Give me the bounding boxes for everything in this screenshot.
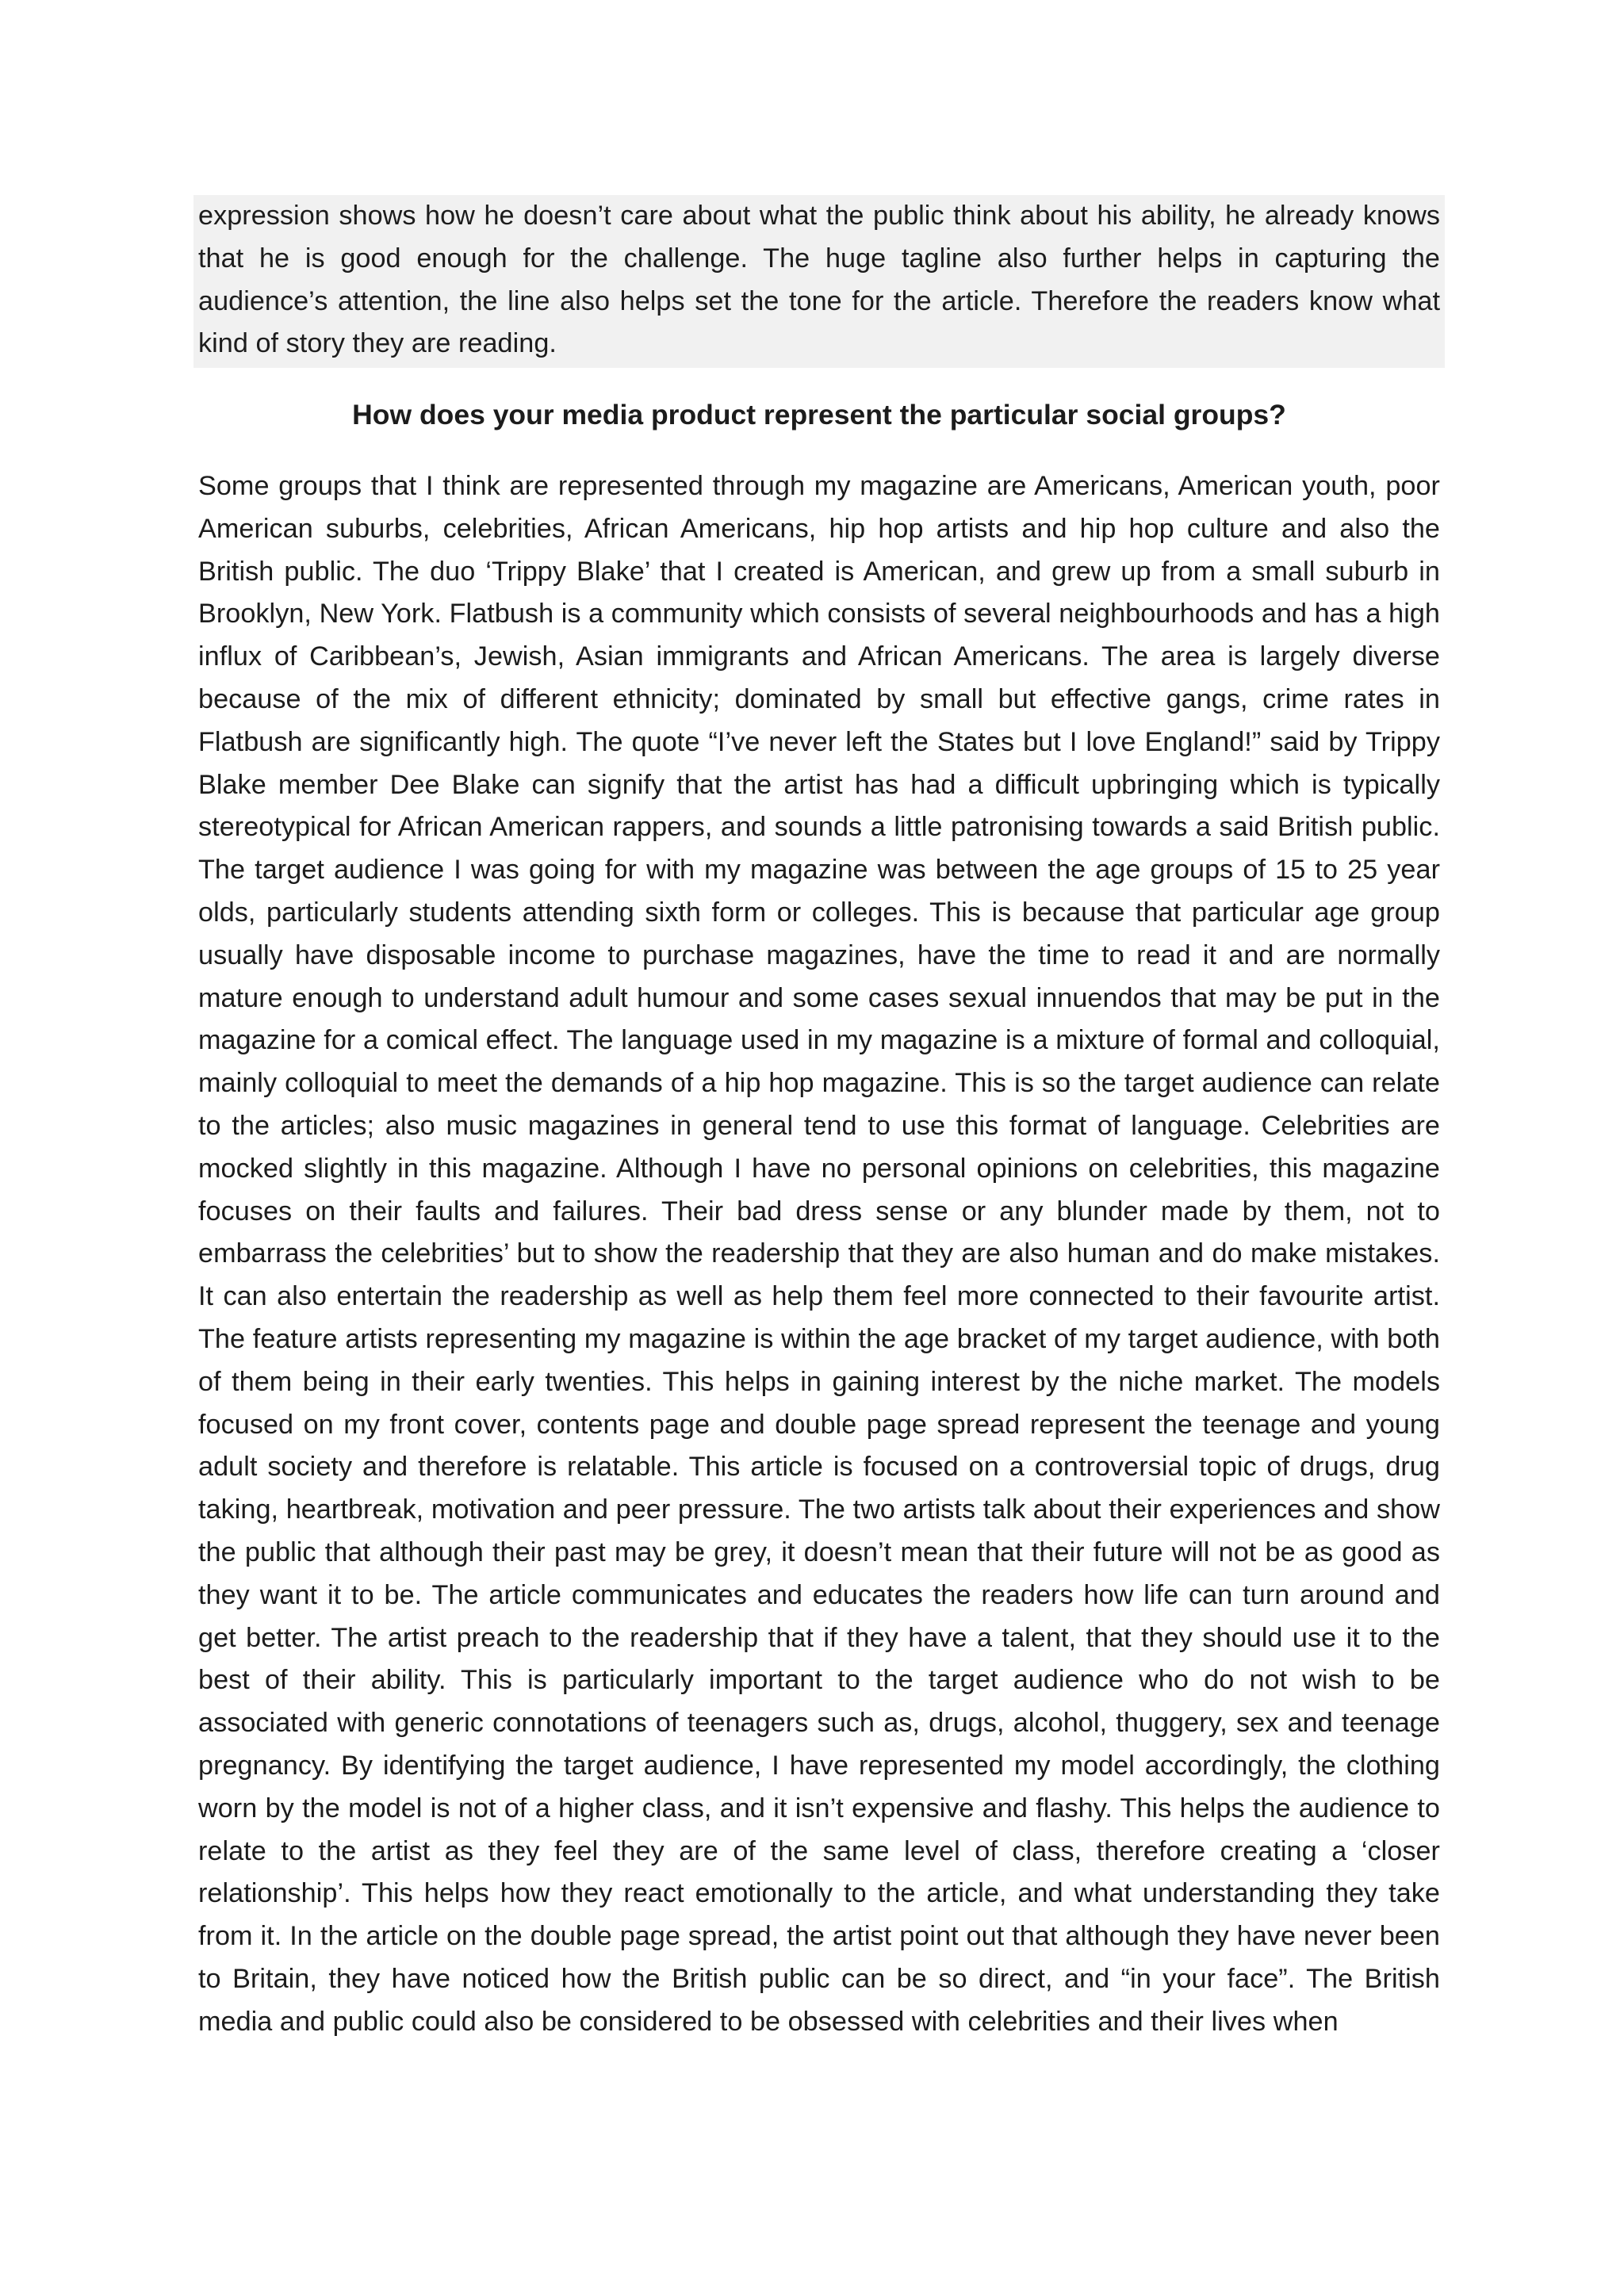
body-paragraph: Some groups that I think are represented through my magazine are Americans, American youth, poor American suburbs, celebrities, African Americans, hip hop artists and hip hop culture and also the British public. The duo ‘Trippy Blake’ that I created is American, and grew up from a small suburb in Brooklyn, New York. Flatbush is a community which consists of several neighbourhoods and has a high influx of Caribbean’s, Jewish, Asian immigrants and African Americans. The area is largely diverse because of the mix of different ethnicity; dominated by small but effective gangs, crime rates in Flatbush are significantly high. The quote “I’ve never left the States but I love England!” said by Trippy Blake member Dee Blake can signify that the artist has had a difficult upbringing which is typically stereotypical for African American rappers, and sounds a little patronising towards a said British public. The target audience I was going for with my magazine was between the age groups of 15 to 25 year olds, particularly students attending sixth form or colleges. This is because that particular age group usually have disposable income to purchase magazines, have the time to read it and are normally mature enough to understand adult humour and some cases sexual innuendos that may be put in the magazine for a comical effect. The language used in my magazine is a mixture of formal and colloquial, mainly colloquial to meet the demands of a hip hop magazine. This is so the target audience can relate to the articles; also music magazines in general tend to use this format of language. Celebrities are mocked slightly in this magazine. Although I have no personal opinions on celebrities, this magazine focuses on their faults and failures. Their bad dress sense or any blunder made by them, not to embarrass the celebrities’ but to show the readership that they are also human and do make mistakes. It can also entertain the readership as well as help them feel more connected to their favourite artist. The feature artists representing my magazine is within the age bracket of my target audience, with both of them being in their early twenties. This helps in gaining interest by the niche market. The models focused on my front cover, contents page and double page spread represent the teenage and young adult society and therefore is relatable. This article is focused on a controversial topic of drugs, drug taking, heartbreak, motivation and peer pressure. The two artists talk about their experiences and show the public that although their past may be grey, it doesn’t mean that their future will not be as good as they want it to be. The article communicates and educates the readers how life can turn around and get better. The artist preach to the readership that if they have a talent, that they should use it to the best of their ability. This is particularly important to the target audience who do not wish to be associated with generic connotations of teenagers such as, drugs, alcohol, thuggery, sex and teenage pregnancy. By identifying the target audience, I have represented my model accordingly, the clothing worn by the model is not of a higher class, and it isn’t expensive and flashy. This helps the audience to relate to the artist as they feel they are of the same level of class, therefore creating a ‘closer relationship’. This helps how they react emotionally to the article, and what understanding they take from it. In the article on the double page spread, the artist point out that although they have never been to Britain, they have noticed how the British public can be so direct, and “in your face”. The British media and public could also be considered to be obsessed with celebrities and their lives when [198,471,1440,2037]
intro-paragraph: expression shows how he doesn’t care about what the public think about his ability, he already knows that he is good enough for the challenge. The huge tagline also further helps in capturing the audience’s attention, the line also helps set the tone for the article. Therefore the readers know what kind of story they are reading. [198,201,1440,359]
section-heading: How does your media product represent the particular social groups? [352,399,1286,430]
